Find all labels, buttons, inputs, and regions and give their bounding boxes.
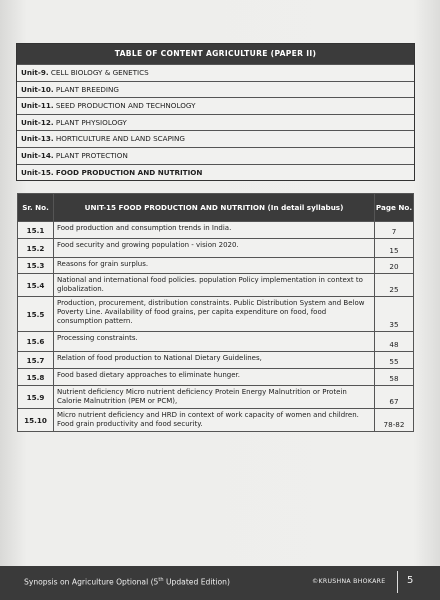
table-row [18, 386, 414, 409]
toc-unit-number: Unit-11. [21, 101, 54, 111]
toc-unit-number: Unit-12. [21, 117, 54, 127]
page-cell: 15 [375, 239, 414, 258]
table-row [18, 297, 414, 332]
toc-unit-title: PLANT BREEDING [55, 84, 119, 94]
toc-unit-number: Unit-14. [21, 150, 54, 160]
page-cell: 35 [375, 297, 414, 332]
book-title: Synopsis on Agriculture Optional (5th Updated Edition) [24, 577, 230, 587]
toc-unit-title: SEED PRODUCTION AND TECHNOLOGY [55, 101, 196, 111]
syllabus-rows [18, 222, 414, 432]
page-number: 5 [407, 575, 414, 586]
sr-no-cell: 15.2 [18, 239, 54, 258]
toc-unit-title: CELL BIOLOGY & GENETICS [50, 68, 149, 77]
page-no-header: Page No. [375, 194, 414, 222]
table-row [18, 258, 414, 274]
toc-unit-number: Unit-9. [21, 68, 49, 77]
sr-no-cell: 15.1 [18, 222, 54, 239]
topic-cell: Processing constraints. [54, 332, 375, 352]
page-cell: 7 [375, 222, 414, 239]
table-row [18, 332, 414, 352]
toc-unit-row [17, 164, 414, 181]
syllabus-table [17, 193, 414, 432]
topic-cell: Reasons for grain surplus. [54, 258, 375, 274]
toc-unit-number: Unit-10. [21, 84, 54, 94]
sr-no-cell: 15.10 [18, 409, 54, 432]
topic-cell: Relation of food production to National Dietary Guidelines, [54, 352, 375, 369]
toc-unit-row [17, 147, 414, 164]
topic-cell: Production, procurement, distribution constraints. Public Distribution System and Below Poverty Line. Availability of food grains, per capita expenditure on food, food consumption pattern. [54, 297, 375, 332]
toc-unit-list [17, 64, 414, 180]
topic-cell: Nutrient deficiency Micro nutrient deficiency Protein Energy Malnutrition or Protein Calorie Malnutrition (PEM or PCM), [54, 386, 375, 409]
page-footer [0, 566, 440, 600]
toc-unit-row [17, 81, 414, 98]
toc-unit-title: FOOD PRODUCTION AND NUTRITION [55, 167, 203, 177]
sr-no-cell: 15.5 [18, 297, 54, 332]
sr-no-cell: 15.3 [18, 258, 54, 274]
table-row [18, 274, 414, 297]
footer-divider [397, 571, 398, 593]
sr-no-header: Sr. No. [18, 194, 54, 222]
sr-no-cell: 15.4 [18, 274, 54, 297]
sr-no-cell: 15.9 [18, 386, 54, 409]
table-of-contents [16, 43, 415, 181]
toc-heading: TABLE OF CONTENT AGRICULTURE (PAPER II) [17, 44, 414, 64]
toc-unit-title: HORTICULTURE AND LAND SCAPING [55, 134, 185, 144]
sr-no-cell: 15.8 [18, 369, 54, 386]
toc-unit-row [17, 97, 414, 114]
table-row [18, 222, 414, 239]
page-cell: 55 [375, 352, 414, 369]
table-row [18, 409, 414, 432]
toc-unit-title: PLANT PHYSIOLOGY [55, 117, 127, 127]
topic-cell: National and international food policies. population Policy implementation in context to globalization. [54, 274, 375, 297]
sr-no-cell: 15.7 [18, 352, 54, 369]
toc-unit-number: Unit-13. [21, 134, 54, 144]
page-cell: 20 [375, 258, 414, 274]
table-row [18, 239, 414, 258]
toc-unit-title: PLANT PROTECTION [55, 150, 128, 160]
author-credit: ©KRUSHNA BHOKARE [312, 578, 386, 585]
sr-no-cell: 15.6 [18, 332, 54, 352]
table-row [18, 369, 414, 386]
page-cell: 58 [375, 369, 414, 386]
toc-unit-row [17, 114, 414, 131]
topic-cell: Micro nutrient deficiency and HRD in context of work capacity of women and children. Food grain productivity and food security. [54, 409, 375, 432]
page-cell: 25 [375, 274, 414, 297]
topic-cell: Food based dietary approaches to eliminate hunger. [54, 369, 375, 386]
topic-cell: Food production and consumption trends in India. [54, 222, 375, 239]
page-cell: 48 [375, 332, 414, 352]
topic-cell: Food security and growing population - vision 2020. [54, 239, 375, 258]
syllabus-title-header: UNIT-15 FOOD PRODUCTION AND NUTRITION (In detail syllabus) [54, 194, 375, 222]
syllabus-header-row [18, 194, 414, 222]
toc-unit-row [17, 130, 414, 147]
toc-unit-row [17, 64, 414, 81]
toc-unit-number: Unit-15. [21, 167, 54, 177]
page-cell: 67 [375, 386, 414, 409]
page-cell: 78-82 [375, 409, 414, 432]
table-row [18, 352, 414, 369]
